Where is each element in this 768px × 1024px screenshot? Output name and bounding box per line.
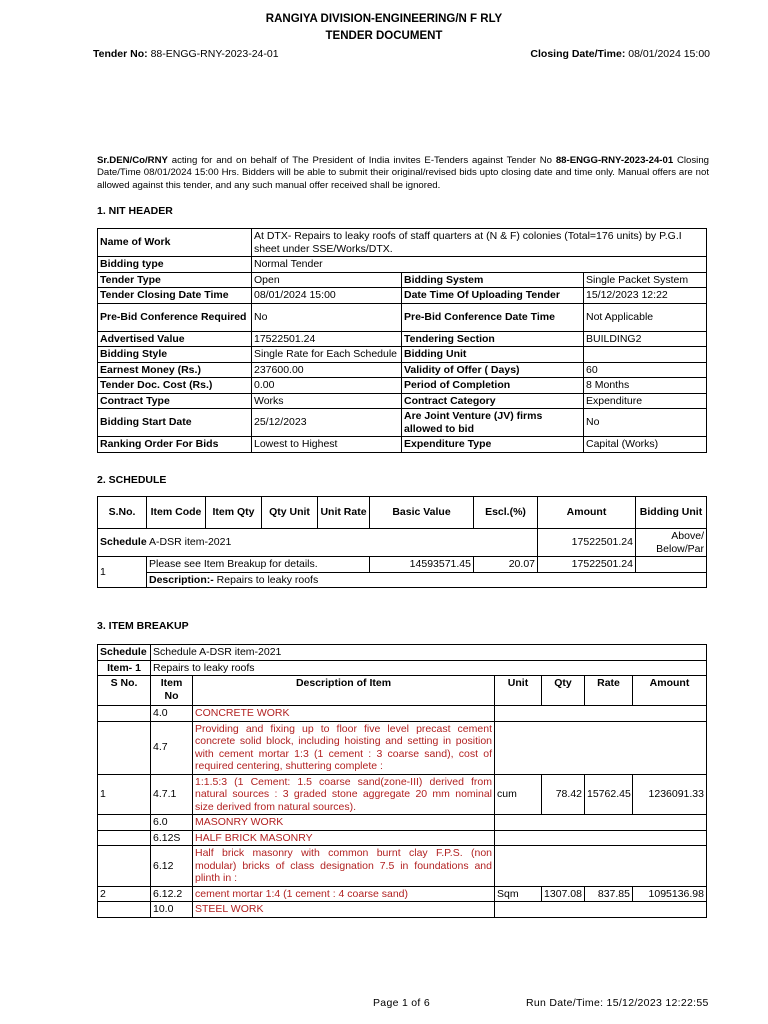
table-row xyxy=(98,303,707,331)
item-sno xyxy=(98,706,151,722)
breakup-schedule-value: Schedule A-DSR item-2021 xyxy=(151,645,707,661)
col-header: Qty Unit xyxy=(262,497,318,529)
item-description: HALF BRICK MASONRY xyxy=(193,830,495,846)
item-description: 1:1.5:3 (1 Cement: 1.5 coarse sand(zone-III) derived from natural sources : 3 graded stone aggregate 20 mm nominal size derived from natural sources). xyxy=(193,774,495,815)
item-sno: 1 xyxy=(98,774,151,815)
breakup-note: Please see Item Breakup for details. xyxy=(147,557,370,573)
table-row xyxy=(98,660,707,676)
nit-label: Pre-Bid Conference Date Time xyxy=(402,303,584,331)
nit-label: Validity of Offer ( Days) xyxy=(402,362,584,378)
table-row xyxy=(98,272,707,288)
table-row xyxy=(98,902,707,918)
nit-label: Tender Type xyxy=(98,272,252,288)
nit-label: Contract Type xyxy=(98,393,252,409)
tender-no-label: Tender No: xyxy=(93,48,148,60)
nit-value: Lowest to Highest xyxy=(252,437,402,453)
item-sno xyxy=(98,721,151,774)
item-no: 10.0 xyxy=(151,902,193,918)
nit-value: 8 Months xyxy=(584,378,707,394)
item-description: STEEL WORK xyxy=(193,902,495,918)
schedule-label: Schedule xyxy=(100,536,147,549)
table-row xyxy=(98,529,707,557)
schedule-table xyxy=(97,496,707,588)
col-header: Unit Rate xyxy=(318,497,370,529)
table-row xyxy=(98,557,707,573)
nit-value: Expenditure xyxy=(584,393,707,409)
basic-value: 14593571.45 xyxy=(370,557,474,573)
nit-label: Period of Completion xyxy=(402,378,584,394)
page-number: Page 1 of 6 xyxy=(373,997,431,1009)
amount-value: 17522501.24 xyxy=(538,557,636,573)
nit-heading: 1. NIT HEADER xyxy=(97,205,173,217)
table-row xyxy=(98,229,707,257)
item-unit: cum xyxy=(495,774,542,815)
bidding-type-label: Bidding type xyxy=(98,257,252,273)
schedule-description xyxy=(147,572,707,588)
schedule-heading: 2. SCHEDULE xyxy=(97,474,167,486)
item-no: 6.12 xyxy=(151,846,193,887)
item-qty: 78.42 xyxy=(542,774,585,815)
item-no: 6.0 xyxy=(151,815,193,831)
schedule-sno: 1 xyxy=(98,557,147,588)
nit-label: Bidding Unit xyxy=(402,347,584,363)
table-row xyxy=(98,331,707,347)
intro-tender-no: 88-ENGG-RNY-2023-24-01 xyxy=(555,155,674,166)
nit-label: Expenditure Type xyxy=(402,437,584,453)
nit-label: Contract Category xyxy=(402,393,584,409)
name-of-work-label: Name of Work xyxy=(98,229,252,257)
empty-cell xyxy=(495,721,707,774)
intro-paragraph xyxy=(97,155,709,192)
col-header: Unit xyxy=(495,676,542,706)
table-row xyxy=(98,706,707,722)
document-title: RANGIYA DIVISION-ENGINEERING/N F RLY xyxy=(265,13,503,25)
desc-value: Repairs to leaky roofs xyxy=(213,573,319,586)
nit-value: Capital (Works) xyxy=(584,437,707,453)
nit-label: Advertised Value xyxy=(98,331,252,347)
breakup-header-row xyxy=(98,676,707,706)
tender-info-line xyxy=(93,48,710,60)
col-header: Bidding Unit xyxy=(636,497,707,529)
table-row xyxy=(98,846,707,887)
col-header: Qty xyxy=(542,676,585,706)
nit-value xyxy=(584,347,707,363)
nit-label: Date Time Of Uploading Tender xyxy=(402,288,584,304)
nit-value: BUILDING2 xyxy=(584,331,707,347)
breakup-item-value: Repairs to leaky roofs xyxy=(151,660,707,676)
tender-no-value: 88-ENGG-RNY-2023-24-01 xyxy=(150,48,279,60)
schedule-amount: 17522501.24 xyxy=(538,529,636,557)
nit-label: Earnest Money (Rs.) xyxy=(98,362,252,378)
table-row xyxy=(98,347,707,363)
nit-label: Tender Closing Date Time xyxy=(98,288,252,304)
escl-value: 20.07 xyxy=(474,557,538,573)
col-header: Amount xyxy=(633,676,707,706)
nit-value: No xyxy=(252,303,402,331)
empty-cell xyxy=(495,902,707,918)
empty-cell xyxy=(495,846,707,887)
nit-value: Single Packet System xyxy=(584,272,707,288)
col-header: S No. xyxy=(98,676,151,706)
nit-label: Ranking Order For Bids xyxy=(98,437,252,453)
schedule-header-row xyxy=(98,497,707,529)
table-row xyxy=(98,721,707,774)
item-unit: Sqm xyxy=(495,886,542,902)
table-row xyxy=(98,288,707,304)
empty-cell xyxy=(495,706,707,722)
breakup-table xyxy=(97,644,707,918)
item-qty: 1307.08 xyxy=(542,886,585,902)
bidding-type-value: Normal Tender xyxy=(252,257,707,273)
breakup-item-label: Item- 1 xyxy=(98,660,151,676)
table-row xyxy=(98,774,707,815)
table-row xyxy=(98,815,707,831)
item-no: 6.12.2 xyxy=(151,886,193,902)
col-header: Amount xyxy=(538,497,636,529)
desc-label: Description:- xyxy=(149,573,214,586)
empty-cell xyxy=(495,830,707,846)
item-description: cement mortar 1:4 (1 cement : 4 coarse sand) xyxy=(193,886,495,902)
item-sno xyxy=(98,846,151,887)
nit-value: 08/01/2024 15:00 xyxy=(252,288,402,304)
col-header: Item Qty xyxy=(206,497,262,529)
empty-cell xyxy=(495,815,707,831)
intro-text-1: acting for and on behalf of The President of India invites E-Tenders against Tender No xyxy=(167,155,556,166)
nit-value: Not Applicable xyxy=(584,303,707,331)
table-row xyxy=(98,437,707,453)
nit-label: Bidding Start Date xyxy=(98,409,252,437)
item-amount: 1095136.98 xyxy=(633,886,707,902)
nit-label: Pre-Bid Conference Required xyxy=(98,303,252,331)
table-row xyxy=(98,886,707,902)
item-description: Providing and fixing up to floor five level precast cement concrete solid block, including hoisting and setting in position with cement mortar 1:3 (1 cement : 3 coarse sand), cost of required centering, shuttering complete : xyxy=(193,721,495,774)
document-subtitle: TENDER DOCUMENT xyxy=(325,30,443,42)
item-sno xyxy=(98,815,151,831)
name-of-work-value: At DTX- Repairs to leaky roofs of staff quarters at (N & F) colonies (Total=176 units) by P.G.I sheet under SSE/Works/DTX. xyxy=(252,229,707,257)
run-date: Run Date/Time: 15/12/2023 12:22:55 xyxy=(526,997,709,1009)
nit-label: Bidding System xyxy=(402,272,584,288)
col-header: S.No. xyxy=(98,497,147,529)
nit-value: 17522501.24 xyxy=(252,331,402,347)
table-row xyxy=(98,830,707,846)
item-no: 4.7.1 xyxy=(151,774,193,815)
nit-value: No xyxy=(584,409,707,437)
table-row xyxy=(98,409,707,437)
item-sno xyxy=(98,830,151,846)
nit-value: 15/12/2023 12:22 xyxy=(584,288,707,304)
col-header: Rate xyxy=(585,676,633,706)
item-rate: 15762.45 xyxy=(585,774,633,815)
nit-value: Works xyxy=(252,393,402,409)
nit-label: Are Joint Venture (JV) firms allowed to bid xyxy=(402,409,584,437)
col-header: Description of Item xyxy=(193,676,495,706)
intro-text-2: Closing Date/Time 08/01/2024 15:00 Hrs. Bidders will be able to submit their original/revised bids upto closing date and time only. Manual offers are not allowed against this tender, and any such manual offer received shall be ignored. xyxy=(97,155,709,191)
table-row xyxy=(98,362,707,378)
table-row xyxy=(98,645,707,661)
closing-info xyxy=(530,48,710,60)
item-no: 4.7 xyxy=(151,721,193,774)
intro-authority: Sr.DEN/Co/RNY xyxy=(97,155,168,166)
item-amount: 1236091.33 xyxy=(633,774,707,815)
breakup-heading: 3. ITEM BREAKUP xyxy=(97,620,189,632)
breakup-schedule-label: Schedule xyxy=(98,645,151,661)
col-header: Basic Value xyxy=(370,497,474,529)
item-description: Half brick masonry with common burnt clay F.P.S. (non modular) bricks of class designation 7.5 in foundations and plinth in : xyxy=(193,846,495,887)
nit-value: Single Rate for Each Schedule xyxy=(252,347,402,363)
item-no: 6.12S xyxy=(151,830,193,846)
nit-value: 25/12/2023 xyxy=(252,409,402,437)
item-no: 4.0 xyxy=(151,706,193,722)
item-description: CONCRETE WORK xyxy=(193,706,495,722)
col-header: Item Code xyxy=(147,497,206,529)
nit-label: Bidding Style xyxy=(98,347,252,363)
schedule-name: A-DSR item-2021 xyxy=(146,536,232,549)
item-rate: 837.85 xyxy=(585,886,633,902)
item-description: MASONRY WORK xyxy=(193,815,495,831)
table-row xyxy=(98,257,707,273)
schedule-name-cell xyxy=(98,529,538,557)
table-row xyxy=(98,393,707,409)
empty-cell xyxy=(636,557,707,573)
table-row xyxy=(98,572,707,588)
col-header: Item No xyxy=(151,676,193,706)
nit-label: Tender Doc. Cost (Rs.) xyxy=(98,378,252,394)
nit-label: Tendering Section xyxy=(402,331,584,347)
closing-label: Closing Date/Time: xyxy=(530,48,626,60)
nit-value: 0.00 xyxy=(252,378,402,394)
table-row xyxy=(98,378,707,394)
nit-value: Open xyxy=(252,272,402,288)
item-sno xyxy=(98,902,151,918)
item-sno: 2 xyxy=(98,886,151,902)
closing-value: 08/01/2024 15:00 xyxy=(628,48,710,60)
nit-value: 60 xyxy=(584,362,707,378)
col-header: Escl.(%) xyxy=(474,497,538,529)
nit-value: 237600.00 xyxy=(252,362,402,378)
bidding-unit: Above/ Below/Par xyxy=(636,529,707,557)
nit-table xyxy=(97,228,707,453)
